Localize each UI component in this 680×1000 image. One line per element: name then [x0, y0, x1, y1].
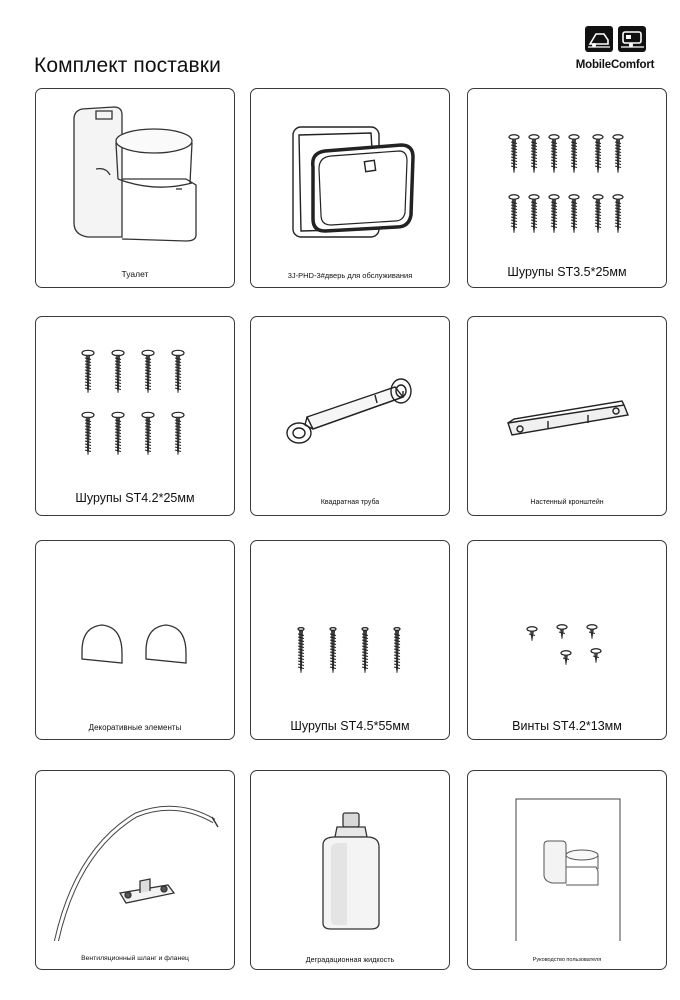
screw [112, 412, 124, 455]
wall-bracket-icon [468, 317, 668, 487]
screw [587, 625, 597, 639]
item-card-short-screws [467, 540, 667, 740]
screws-icon [36, 317, 236, 487]
screw [549, 135, 559, 173]
vent-hose-flange-icon [36, 771, 236, 941]
screw [172, 412, 184, 455]
screw [593, 135, 603, 173]
item-caption: Шурупы ST3.5*25мм [507, 265, 627, 279]
car-trailer-icon [585, 26, 613, 52]
manual-icon [468, 771, 668, 941]
item-caption: 3J-PHD-3#дверь для обслуживания [287, 271, 413, 280]
screw [593, 195, 603, 233]
screw [613, 195, 623, 233]
item-caption: Вентиляционный шланг и фланец [81, 955, 189, 962]
brand-logo [560, 24, 670, 76]
screw [330, 628, 336, 673]
screw [591, 649, 601, 663]
logo-text: MobileComfort [575, 59, 655, 71]
item-card-screws-st42 [35, 316, 235, 516]
item-card-wall-bracket [467, 316, 667, 516]
item-caption: Декоративные элементы [88, 723, 182, 732]
item-caption: Руководство пользователя [532, 957, 602, 963]
screw [527, 627, 537, 641]
screw [142, 350, 154, 393]
service-door-icon [251, 89, 451, 259]
screw [172, 350, 184, 393]
item-caption: Шурупы ST4.2*25мм [75, 491, 195, 505]
item-caption: Настенный кронштейн [530, 499, 604, 506]
screw [569, 195, 579, 233]
item-card-bottle [250, 770, 450, 970]
item-caption: Винты ST4.2*13мм [512, 719, 622, 733]
item-card-toilet [35, 88, 235, 288]
screw [82, 412, 94, 455]
item-card-square-tube [250, 316, 450, 516]
screw [557, 625, 567, 639]
item-card-manual [467, 770, 667, 970]
short-screws-icon [468, 541, 668, 711]
screw [82, 350, 94, 393]
logo-icons [584, 24, 648, 54]
screw [561, 651, 571, 665]
screw [112, 350, 124, 393]
item-card-screws-st35 [467, 88, 667, 288]
screw [394, 628, 400, 673]
screw [529, 135, 539, 173]
screw [549, 195, 559, 233]
item-card-vent-hose [35, 770, 235, 970]
long-screws-icon [251, 541, 451, 711]
item-caption: Деградационная жидкость [305, 955, 395, 964]
item-card-decorative [35, 540, 235, 740]
screw [529, 195, 539, 233]
screw [509, 195, 519, 233]
screw [142, 412, 154, 455]
decorative-caps-icon [36, 541, 236, 711]
item-caption: Квадратная труба [320, 499, 380, 506]
item-caption: Туалет [121, 269, 149, 279]
screw [362, 628, 368, 673]
toilet-icon [36, 89, 236, 259]
page-title: Комплект поставки [34, 54, 221, 77]
square-tube-icon [251, 317, 451, 487]
item-card-long-screws [250, 540, 450, 740]
item-caption: Шурупы ST4.5*55мм [290, 719, 410, 733]
screws-icon [468, 89, 668, 259]
screw [613, 135, 623, 173]
screw [298, 628, 304, 673]
bottle-icon [251, 771, 451, 941]
screw [569, 135, 579, 173]
item-card-service-door [250, 88, 450, 288]
screw [509, 135, 519, 173]
